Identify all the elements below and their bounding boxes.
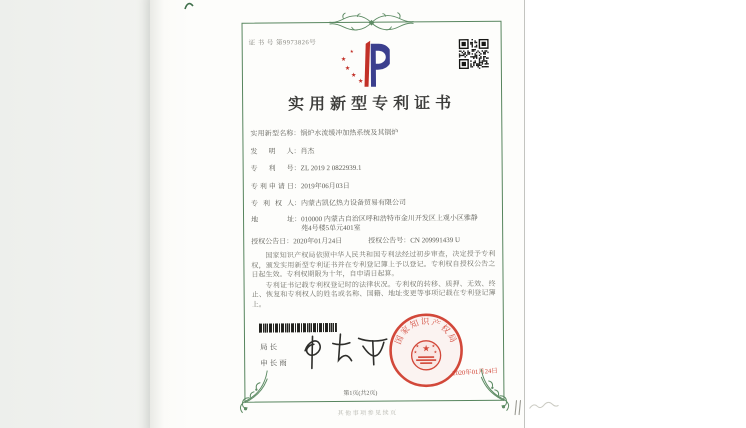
svg-text:★: ★: [413, 349, 418, 355]
field-row-utility-model-name: 实用新型名称 ： 锅炉水流缓冲加热系统及其锅炉: [250, 128, 399, 138]
certificate-green-frame: [242, 21, 505, 403]
field-row-patent-number: 专利号 ： ZL 2019 2 0822939.1: [250, 163, 362, 173]
field-row-filing-date: 专利申请日 ： 2019年06月03日: [250, 181, 350, 191]
certificate-title: 实用新型专利证书: [288, 95, 457, 114]
page-left-backdrop: [0, 0, 156, 428]
signer-title: 局长: [260, 342, 280, 352]
field-row-patentee: 专利权人 ： 内蒙古凯亿热力设备贸易有限公司: [250, 198, 406, 208]
grant-row: 授权公告日 ： 2020年01月24日 授权公告号 ： CN 209991439 U: [251, 236, 461, 246]
seal-arc-text: 国家知识产权局: [392, 316, 460, 346]
legal-paragraph: 国家知识产权局依照中华人民共和国专利法经过初步审查，决定授予专利权，颁发实用新型专利证书并在专利登记簿上予以登记。专利权自授权公告之日起生效。专利权期限为十年，自申请日起算。: [251, 249, 496, 279]
continuation-note: 其他事项参见续页: [337, 410, 398, 418]
certificate-paper: [150, 0, 525, 428]
corner-ornament-left-icon: [236, 369, 270, 415]
signer-name: 申长雨: [260, 358, 289, 368]
official-seal-icon: [387, 311, 466, 390]
svg-text:★: ★: [433, 349, 438, 355]
qr-code-icon: [459, 39, 489, 69]
field-row-inventor: 发明人 ： 肖杰: [250, 147, 315, 156]
svg-text:★: ★: [431, 343, 436, 349]
svg-text:★: ★: [349, 49, 354, 55]
page-indicator: 第1页(共2页): [343, 390, 378, 397]
stray-ornament-mark: [183, 0, 195, 10]
cnipa-logo-icon: [337, 39, 390, 89]
svg-text:★: ★: [422, 344, 431, 355]
svg-text:★: ★: [357, 77, 364, 85]
svg-text:★: ★: [344, 64, 351, 72]
legal-paragraph: 专利证书记载专利权登记时的法律状况。专利权的转移、质押、无效、终止、恢复和专利权人的姓名或名称、国籍、地址变更等事项记载在专利登记簿上。: [251, 279, 496, 309]
signature-icon: [293, 323, 397, 376]
svg-text:★: ★: [340, 55, 347, 63]
handwritten-margin-marks: [507, 396, 561, 418]
certificate-number: 证 书 号 第9973826号: [248, 39, 317, 47]
seal-date: 2020年01月24日: [452, 367, 498, 378]
svg-text:★: ★: [350, 71, 357, 79]
svg-text:★: ★: [415, 343, 420, 349]
legal-text: [251, 250, 495, 311]
field-row-address: 地址 ： 010000 内蒙古自治区呼和浩特市金川开发区上观小区雅静苑4号楼5单元401室: [251, 213, 478, 233]
